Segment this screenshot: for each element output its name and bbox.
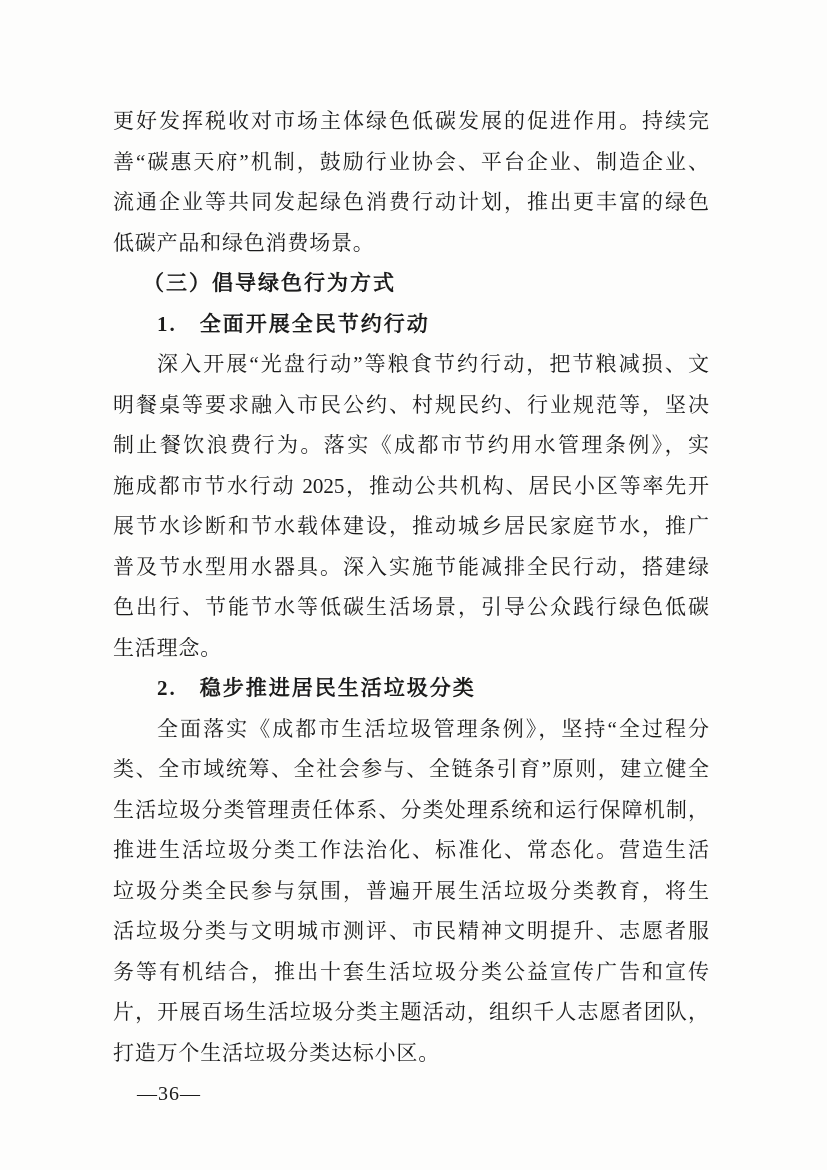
- body-text-line: 活垃圾分类与文明城市测评、市民精神文明提升、志愿者服: [113, 919, 709, 943]
- body-text-line: 类、全市域统筹、全社会参与、全链条引育”原则，建立健全: [113, 757, 709, 781]
- body-text-line: 善“碳惠天府”机制，鼓励行业协会、平台企业、制造企业、: [113, 149, 709, 174]
- body-text-line: 展节水诊断和节水载体建设，推动城乡居民家庭节水，推广: [113, 514, 709, 538]
- body-text-line: 推进生活垃圾分类工作法治化、标准化、常态化。营造生活: [113, 838, 709, 862]
- body-text-line: 务等有机结合，推出十套生活垃圾分类公益宣传广告和宣传: [113, 959, 709, 984]
- body-text-line: 全面落实《成都市生活垃圾管理条例》，坚持“全过程分: [157, 716, 709, 741]
- body-text-line: 低碳产品和绿色消费场景。: [113, 230, 375, 255]
- subsection-heading-1: 1. 全面开展全民节约行动: [157, 311, 430, 336]
- body-text-line: 深入开展“光盘行动”等粮食节约行动，把节粮减损、文: [157, 352, 709, 376]
- body-text-line: 生活理念。: [113, 635, 222, 660]
- body-text-line: 更好发挥税收对市场主体绿色低碳发展的促进作用。持续完: [113, 109, 709, 133]
- body-text-line: 施成都市节水行动 2025，推动公共机构、居民小区等率先开: [113, 473, 709, 498]
- subsection-heading-2: 2. 稳步推进居民生活垃圾分类: [157, 676, 476, 700]
- body-text-line: 明餐桌等要求融入市民公约、村规民约、行业规范等，坚决: [113, 392, 709, 417]
- body-text-line: 色出行、节能节水等低碳生活场景，引导公众践行绿色低碳: [113, 595, 709, 619]
- page-number: —36—: [137, 1083, 201, 1105]
- body-text-line: 生活垃圾分类管理责任体系、分类处理系统和运行保障机制，: [113, 797, 709, 822]
- body-text-line: 垃圾分类全民参与氛围，普遍开展生活垃圾分类教育，将生: [113, 878, 709, 903]
- section-heading-3: （三）倡导绿色行为方式: [143, 271, 396, 295]
- body-text-line: 片，开展百场生活垃圾分类主题活动，组织千人志愿者团队，: [113, 1000, 709, 1024]
- document-body: [113, 101, 709, 1073]
- body-text-line: 打造万个生活垃圾分类达标小区。: [113, 1040, 440, 1065]
- body-text-line: 普及节水型用水器具。深入实施节能减排全民行动，搭建绿: [113, 554, 709, 579]
- body-text-line: 制止餐饮浪费行为。落实《成都市节约用水管理条例》，实: [113, 433, 709, 457]
- body-text-line: 流通企业等共同发起绿色消费行动计划，推出更丰富的绿色: [113, 190, 709, 214]
